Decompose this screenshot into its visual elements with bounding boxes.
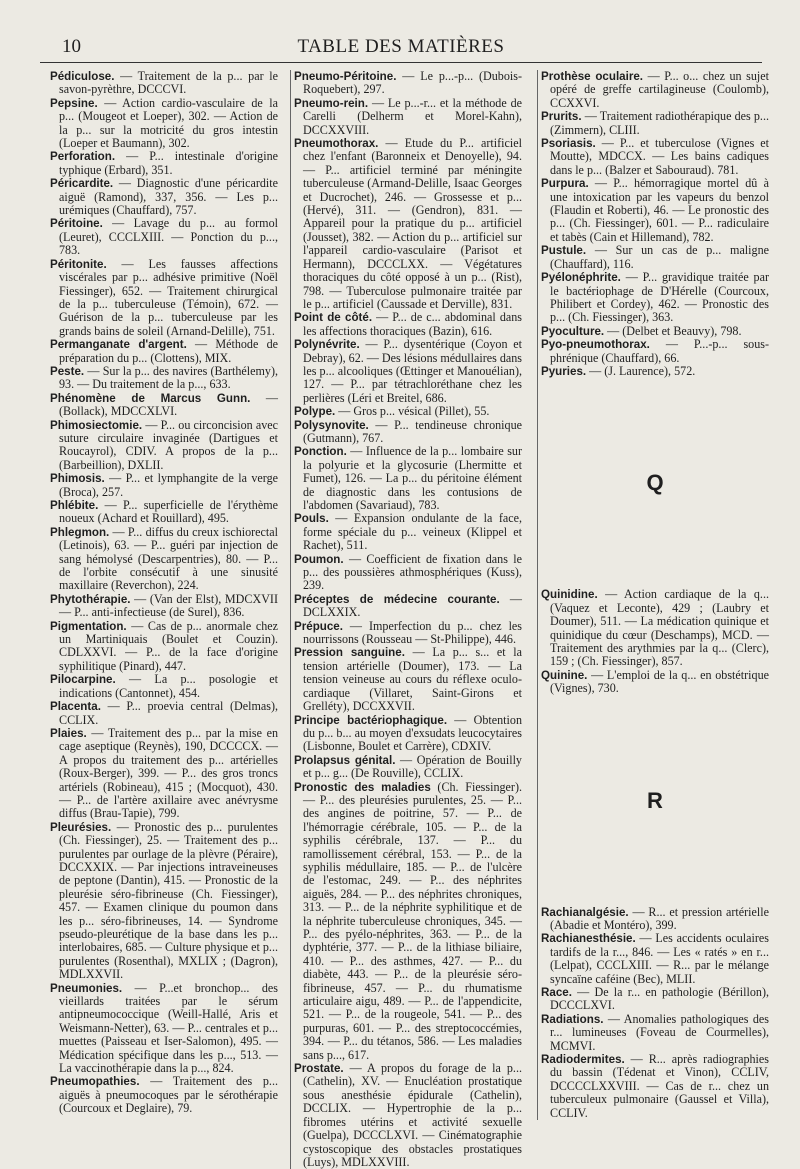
index-entry	[294, 1062, 522, 1169]
entry-text: — Opération de Bouilly et p... g... (De Rouville), CCLIX.	[303, 752, 522, 781]
entry-text: — P... proevia central (Delmas), CCLIX.	[59, 699, 278, 727]
index-entry	[50, 593, 278, 620]
index-entry	[50, 499, 278, 526]
index-entry	[541, 177, 769, 244]
entry-text: — (Van der Elst), MDCXVII — P... anti-infectieuse (de Surel), 836.	[59, 591, 278, 620]
page-header	[40, 36, 762, 63]
index-entry	[541, 365, 769, 378]
entry-term: Péritonite.	[50, 257, 107, 271]
index-entry	[541, 1013, 769, 1053]
section-letter: Q	[646, 470, 664, 496]
entry-term: Prothèse oculaire.	[541, 70, 644, 83]
entry-term: Purpura.	[541, 177, 589, 191]
index-entry	[541, 1053, 769, 1120]
index-entry	[50, 97, 278, 151]
entry-term: Phénomène de Marcus Gunn.	[50, 391, 251, 405]
entry-text: — Les accidents oculaires tardifs de la r..., 846. — Les « ratés » en r... (Lelpat), CCCLXIII. — R... par le mélange syncaïne caféine (Bec), MLII.	[550, 931, 769, 986]
index-entry	[50, 727, 278, 821]
index-entry	[50, 217, 278, 257]
entry-term: Phytothérapie.	[50, 592, 131, 606]
entry-text: — Obtention du p... b... au moyen d'exsudats leucocytaires (Lisbonne, Boulet et Carrère), CDXIV.	[303, 712, 522, 754]
entry-term: Point de côté.	[294, 311, 373, 325]
entry-term: Phimosis.	[50, 472, 105, 486]
entry-text: — Méthode de préparation du p... (Clottens), MIX.	[59, 337, 278, 365]
entry-term: Psoriasis.	[541, 137, 596, 151]
entry-text: — Pronostic des p... purulentes (Ch. Fiessinger), 25. — Traitement des p... purulentes par ourlage de la plèvre (Péraire), DCCXXIX. — Par injections intraveineuses de peptone (Dantin), 415. — Pronostic de la pleurésie séro-fibrineuse (Ch. Fiessinger), 457. — Examen clinique du poumon dans les p... séro-fibrineuses, 14. — Syndrome pseudo-pleurétique de la base dans les p... interlobaires, 685. — Culture physique et p... purulentes (Rosenthal), MXLIX ; (Dagron), MDLXXVII.	[59, 819, 278, 982]
entry-term: Pyuries.	[541, 364, 587, 378]
index-entry	[541, 932, 769, 986]
index-entry	[50, 821, 278, 982]
entry-term: Radiodermites.	[541, 1053, 625, 1067]
entry-text: — La p... s... et la tension artérielle (Doumer), 173. — La tension veineuse au cours du réflexe oculo-cardiaque (Villaret, Saint-Girons et Grelléty), DCCXXVII.	[303, 645, 522, 714]
index-entry	[294, 512, 522, 552]
entry-text: — Traitement radiothérapique des p... (Zimmern), CLIII.	[550, 109, 769, 137]
entry-term: Préceptes de médecine courante.	[294, 592, 500, 606]
entry-term: Quinidine.	[541, 588, 598, 602]
entry-text: — Action cardiaque de la q... (Vaquez et Leconte), 429 ; (Laubry et Doumer), 511. — La médication quinique et quinidique du cœur (Deschamps), MCD. — Traitement des arythmies par la q... (Clerc), 159 ; (Ch. Fiessinger), 857.	[550, 587, 769, 669]
index-entry	[541, 110, 769, 137]
entry-text: — Expansion ondulante de la face, forme spéciale du p... veineux (Klippel et Rachet), 511.	[303, 511, 522, 553]
entry-text: — Influence de la p... lombaire sur la polyurie et la glycosurie (Lhermitte et Fumet), 126. — La p... du péritoine élément de diagnostic dans les contusions de l'abdomen (Savariaud), 783.	[303, 444, 522, 512]
entry-text: — P... ou circoncision avec suture circulaire invaginée (Dartigues et Roucayrol), CDIV. A propos de la p... (Barbeillion), DXLII.	[59, 417, 278, 472]
entry-term: Phlegmon.	[50, 525, 110, 539]
entry-term: Pneumonies.	[50, 981, 123, 995]
entry-text: — Le p...-r... et la méthode de Carelli (Delherm et Morel-Kahn), DCCXXVIII.	[303, 95, 522, 137]
index-column-middle	[290, 70, 522, 1169]
entry-text: — P... dysentérique (Coyon et Debray), 62. — Des lésions médullaires dans les p... alcooliques (Œttinger et Manouélian), 127. — P... par tétrachloréthane chez les perlières (Léri et Breitel, 686.	[303, 337, 522, 405]
index-entry	[50, 70, 278, 97]
index-entry	[50, 338, 278, 365]
index-entry	[294, 593, 522, 620]
entry-text: — A propos du forage de la p... (Cathelin), XV. — Enucléation prostatique sous anesthésie épidurale (Cathelin), DCCLIX. — Hypertrophie de la p... fibromes utérins et activité sexuelle (Guelpa), DCCCLXVI. — Cinématographie cystoscopique des obstacles prostatiques (Luys), MDLXXVIII.	[303, 1061, 522, 1169]
entry-text: — Anomalies pathologiques des r... lumineuses (Foveau de Courmelles), MCMVI.	[550, 1011, 769, 1053]
entry-term: Phlébite.	[50, 499, 99, 512]
entry-text: — P...et bronchop... des vieillards traitées par le sérum antipneumococcique (Weill-Hallé, Aris et Weismann-Netter), 63. — P... centrales et p... muettes (Paisseau et Iser-Salomon), 495. — Médication spécifique dans les p..., 513. — La vaccinothérapie dans la p..., 824.	[59, 980, 278, 1076]
index-entry	[294, 338, 522, 405]
entry-text: — R... après radiographies du bassin (Tédenat et Vinon), CCLIV, DCCCCLXXVIII. — Cas de r... chez un tuberculeux pulmonaire (Gaussel et Villa), CCLIV.	[550, 1052, 769, 1120]
entry-term: Pleurésies.	[50, 820, 112, 834]
entry-term: Polynévrite.	[294, 338, 360, 352]
index-entry	[541, 137, 769, 177]
page-number: 10	[62, 36, 81, 57]
index-entry	[541, 271, 769, 325]
entry-term: Pronostic des maladies	[294, 780, 431, 794]
entry-term: Prurits.	[541, 110, 582, 124]
entry-text: — P... hémorragique mortel dû à une intoxication par les vapeurs du benzol (Flaudin et Roberti), 46. — Le pronostic des p... (Ch. Fiessinger), 601. — P... radiculaire et tabès (Cain et Hillemand), 782.	[550, 176, 769, 244]
entry-text: — P... et lymphangite de la verge (Broca), 257.	[59, 471, 278, 499]
entry-term: Pédiculose.	[50, 70, 115, 83]
entry-term: Radiations.	[541, 1012, 604, 1026]
entry-text: — Etude du P... artificiel chez l'enfant (Baronneix et Denoyelle), 94. — P... artificiel terminé par méningite tuberculeuse (Armand-Delille, Isaac Georges et Ducrochet), 246. — Grossesse et p... (Hervé), 311. — (Gendron), 831. — Appareil pour la pratique du p... artificiel (Jousset), 382. — Action du p... artificiel sur l'appareil cardio-vasculaire (Parisot et Hermann), DCCCLXX. — Végétatures thoraciques du côté opposé à un p... (Rist), 798. — Tuberculose pulmonaire traitée par le p... artificiel (Caussade et Derville), 831.	[303, 136, 522, 311]
entry-term: Péricardite.	[50, 177, 114, 191]
entry-term: Prostate.	[294, 1062, 344, 1076]
entry-text: — R... et pression artérielle (Abadie et Montéro), 399.	[550, 904, 769, 932]
entry-term: Polype.	[294, 405, 336, 419]
index-entry	[50, 365, 278, 392]
entry-term: Plaies.	[50, 726, 87, 740]
index-entry	[541, 986, 769, 1013]
entry-text: — Traitement des p... par la mise en cage aseptique (Reynès), 190, DCCCCX. — A propos du traitement des p... artérielles (Roux-Berger), 399. — P... des gros troncs artériels (Robineau), 415 ; (Mocquot), 430. — P... de l'artère axillaire avec anévrysme diffus (Brau-Tapie), 799.	[59, 725, 278, 821]
index-entry	[541, 669, 769, 696]
entry-term: Race.	[541, 986, 572, 1000]
entry-term: Quinine.	[541, 668, 588, 682]
entry-term: Prépuce.	[294, 619, 343, 633]
entry-term: Phimosiectomie.	[50, 418, 143, 432]
index-entry	[50, 620, 278, 674]
entry-text: — Traitement de la p... par le savon-pyrèthre, DCCCVI.	[59, 69, 278, 97]
index-entry	[541, 906, 769, 933]
entry-text: — P... o... chez un sujet opéré de greffe cartilagineuse (Coulomb), CCXXVI.	[550, 69, 769, 110]
entry-term: Pustule.	[541, 244, 587, 258]
entry-text: — L'emploi de la q... en obstétrique (Vignes), 730.	[550, 667, 769, 696]
entry-term: Pneumo-Péritoine.	[294, 70, 397, 83]
index-entry	[541, 588, 769, 668]
entry-term: Pyélonéphrite.	[541, 271, 621, 285]
entry-text: — Coefficient de fixation dans le p... des poussières athmosphériques (Kuss), 239.	[303, 551, 522, 593]
entry-text: — (Delbet et Beauvy), 798.	[604, 323, 742, 338]
index-entry	[50, 150, 278, 177]
entry-text: — Le p...-p... (Dubois-Roquebert), 297.	[303, 69, 522, 97]
index-entry	[294, 70, 522, 97]
entry-text: — P... tendineuse chronique (Gutmann), 767.	[303, 417, 522, 445]
entry-text: (Ch. Fiessinger). — P... des pleurésies purulentes, 25. — P... des angines de poitrine, 57. — P... de l'hémorragie cérébrale, 105. — P... de la syphilis cérébrale, 137. — P... du ramollissement cérébral, 153. — P... de la syphilis médullaire, 185. — P... de l'ulcère de l'estomac, 249. — P... des néphrites aiguës, 284. — P... des néphrites chroniques, 313. — P... de la néphrite syphilitique et de la néphrite tuberculeuse chroniques, 345. — P... des pyélo-néphrites, 363. — P... de la dyphtérie, 377. — P... de la lithiase biliaire, 410. — P... des asthmes, 427. — P... du diabète, 443. — P... de la pleurésie séro-fibrineuse, 457. — P... du rhumatisme articulaire aigu, 489. — P... de l'appendicite, 521. — P... de la rougeole, 541. — P... des purpuras, 601. — P... des streptococcémies, 394. — P... du tétanos, 586. — Les maladies sans p..., 617.	[303, 779, 522, 1062]
index-entry	[294, 714, 522, 754]
entry-term: Pouls.	[294, 512, 329, 526]
entry-text: — DCLXXIX.	[303, 591, 522, 620]
index-entry	[541, 325, 769, 338]
index-entry	[541, 338, 769, 365]
entry-text: — Traitement des p... aiguës à pneumocoques par le sérothérapie (Courcoux et Deglaire), 79.	[59, 1074, 278, 1116]
entry-text: — P... de c... abdominal dans les affections thoraciques (Bazin), 616.	[303, 310, 523, 338]
index-entry	[50, 526, 278, 593]
entry-term: Peste.	[50, 364, 85, 378]
entry-text: — P... gravidique traitée par le bactériophage de D'Hérelle (Courcoux, Philibert et Cordey), 462. — Pronostic des p... (Ch. Fiessinger), 363.	[550, 270, 769, 325]
entry-term: Permanganate d'argent.	[50, 338, 187, 352]
page-title: TABLE DES MATIÈRES	[297, 36, 505, 57]
entry-term: Pression sanguine.	[294, 646, 405, 660]
entry-text: — P...-p... sous-phrénique (Chauffard), 66.	[550, 337, 769, 365]
index-column-left	[50, 70, 278, 1116]
entry-text: — Gros p... vésical (Pillet), 55.	[335, 404, 490, 419]
index-entry	[294, 419, 522, 446]
entry-text: — Lavage du p... au formol (Leuret), CCCLXIII. — Ponction du p..., 783.	[59, 216, 278, 258]
entry-term: Principe bactériophagique.	[294, 713, 448, 727]
entry-term: Poumon.	[294, 552, 344, 566]
index-entry	[50, 392, 278, 419]
entry-text: — (J. Laurence), 572.	[586, 363, 696, 378]
entry-term: Rachianalgésie.	[541, 905, 629, 919]
entry-term: Rachianesthésie.	[541, 932, 636, 946]
entry-term: Pepsine.	[50, 96, 98, 110]
entry-text: — Les fausses affections viscérales par p... adhésive primitive (Noël Fiessinger), 652. — Traitement chirurgical de la p... tuberculeuse (Témoin), 672. — Guérison de la p... tuberculeuse par les grands bains de soleil (Arnand-Delille), 751.	[59, 256, 278, 338]
index-entry	[294, 781, 522, 1063]
index-entry	[541, 70, 769, 110]
index-entry	[50, 472, 278, 499]
entry-term: Pilocarpine.	[50, 673, 116, 687]
entry-term: Pneumopathies.	[50, 1075, 140, 1089]
index-entry	[294, 445, 522, 512]
entry-term: Pneumothorax.	[294, 137, 379, 151]
entry-term: Pyo-pneumothorax.	[541, 338, 650, 352]
entry-text: — Cas de p... anormale chez un Martiniquais (Boulet et Couzin). CDLXXVI. — P... de la face d'origine syphilitique (Pinard), 447.	[59, 618, 278, 673]
entry-text: — (Bollack), MDCCXLVI.	[59, 390, 278, 419]
index-entry	[50, 1075, 278, 1115]
entry-text: — P... intestinale d'origine typhique (Erbard), 351.	[59, 149, 278, 177]
entry-text: — Imperfection du p... chez les nourrissons (Rousseau — St-Philippe), 446.	[303, 618, 522, 647]
entry-term: Placenta.	[50, 700, 101, 714]
index-entry	[294, 405, 522, 418]
entry-term: Pigmentation.	[50, 619, 127, 633]
entry-term: Pyoculture.	[541, 324, 605, 338]
entry-text: — P... diffus du creux ischiorectal (Letinois), 63. — P... guéri par injection de sang hémolysé (Descarpentries), 80. — P... de l'orbite consécutif à une sinusité maxillaire (Reverchon), 224.	[59, 524, 278, 593]
entry-term: Péritoine.	[50, 217, 103, 231]
index-entry	[50, 177, 278, 217]
index-entry	[294, 646, 522, 713]
index-column-right	[537, 70, 769, 1120]
entry-text: — Sur un cas de p... maligne (Chauffard), 116.	[550, 243, 769, 271]
index-entry	[50, 982, 278, 1076]
index-entry	[294, 553, 522, 593]
entry-text: — De la r... en pathologie (Bérillon), DCCCLXVI.	[550, 985, 769, 1013]
entry-term: Polysynovite.	[294, 418, 369, 432]
index-entry	[541, 244, 769, 271]
entry-text: — P... et tuberculose (Vignes et Moutte), MDCCX. — Les bains cadiques dans le p... (Balzer et Sabouraud). 781.	[550, 136, 769, 177]
section-letter: R	[647, 787, 663, 813]
entry-term: Perforation.	[50, 150, 116, 164]
entry-text: — Sur la p... des navires (Barthélemy), 93. — Du traitement de la p..., 633.	[59, 363, 278, 392]
index-entry	[294, 754, 522, 781]
entry-term: Prolapsus génital.	[294, 753, 396, 767]
index-entry	[50, 258, 278, 338]
index-entry	[294, 620, 522, 647]
index-entry	[294, 311, 522, 338]
entry-text: — Diagnostic d'une péricardite aiguë (Ramond), 337, 356. — Les p... urémiques (Chauffard), 757.	[59, 176, 278, 218]
index-entry	[50, 419, 278, 473]
index-entry	[50, 700, 278, 727]
index-entry	[50, 673, 278, 700]
index-entry	[294, 97, 522, 137]
entry-text: — Action cardio-vasculaire de la p... (Mougeot et Loeper), 302. — Action de la p... sur la motricité du gros intestin (Loeper et Baumann), 302.	[59, 95, 278, 151]
entry-term: Ponction.	[294, 445, 347, 459]
index-entry	[294, 137, 522, 311]
entry-text: — La p... posologie et indications (Cantonnet), 454.	[59, 672, 278, 700]
entry-term: Pneumo-rein.	[294, 96, 369, 110]
entry-text: — P... superficielle de l'érythème noueux (Achard et Rouillard), 495.	[59, 498, 278, 526]
